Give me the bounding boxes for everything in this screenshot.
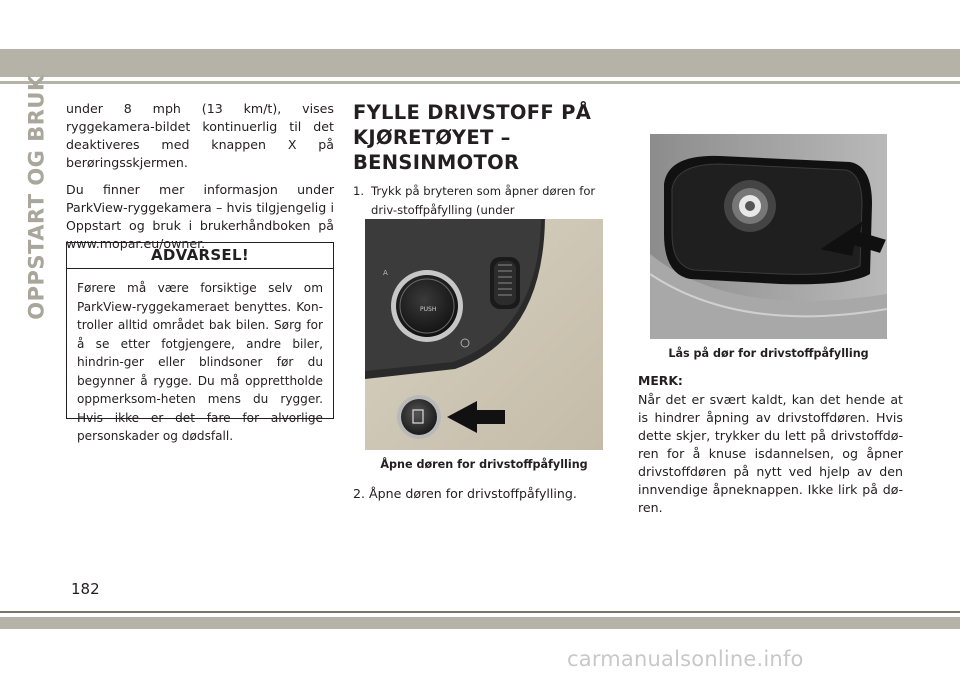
figure-1-caption: Åpne døren for drivstoffpåfylling bbox=[380, 458, 588, 471]
footer-band bbox=[0, 617, 960, 629]
step-2-number: 2. bbox=[353, 486, 366, 501]
step-2 bbox=[353, 485, 618, 503]
chapter-side-tab bbox=[22, 74, 52, 320]
warning-box bbox=[66, 242, 334, 443]
warning-title: ADVARSEL! bbox=[67, 243, 333, 269]
section-heading bbox=[353, 100, 618, 175]
push-label: PUSH bbox=[420, 306, 437, 313]
step-2-text: Åpne døren for drivstoffpåfylling. bbox=[369, 486, 577, 501]
watermark: carmanualsonline.info bbox=[567, 647, 804, 671]
headlamp-switch-photo bbox=[365, 219, 603, 450]
figure-2-caption: Lås på dør for drivstoffpåfylling bbox=[668, 347, 869, 360]
header-rule bbox=[0, 81, 960, 84]
paragraph-more-info: Du finner mer informasjon under ParkView-ryggekamera – hvis tilgjengelig i Oppstart og bruk i brukerhåndboken på www.mopar.eu/owner. bbox=[66, 182, 334, 251]
auto-label: A bbox=[383, 269, 388, 277]
page-number: 182 bbox=[71, 580, 100, 598]
step-1-text: Trykk på bryteren som åpner døren for driv-stoffpåfylling (under bbox=[371, 184, 596, 217]
note-body: Når det er svært kaldt, kan det hende at is hindrer åpning av drivstoffdøren. Hvis dette skjer, trykker du lett på drivstoffdø-ren for å knuse isdannelsen, og åpner drivstoffdøren på nytt ved hjelp av den innvendige åpneknappen. Ikke lirk på dø-ren. bbox=[638, 392, 903, 515]
footer-rule bbox=[0, 611, 960, 613]
header-band bbox=[0, 49, 960, 77]
note-title: MERK: bbox=[638, 373, 683, 388]
section-title-line-3: BENSINMOTOR bbox=[353, 151, 520, 174]
step-1-number: 1. bbox=[353, 184, 365, 198]
section-title-line-2: KJØRETØYET – bbox=[353, 126, 511, 149]
paragraph-camera-continuous: under 8 mph (13 km/t), vises ryggekamera-bildet kontinuerlig til det deaktiveres med knappen X på berøringsskjermen. bbox=[66, 101, 334, 170]
chapter-side-tab-label: OPPSTART OG BRUK bbox=[25, 74, 50, 320]
warning-body: Førere må være forsiktige selv om ParkView-ryggekameraet benyttes. Kon-troller alltid området bak bilen. Sørg for å se etter fotgjengere, andre biler, hindrin-ger eller blindsoner før du begynner å rygge. Du må opprettholde oppmerksom-heten mens du rygger. Hvis ikke er det fare for alvorlige personskader og dødsfall. bbox=[77, 281, 323, 443]
left-column bbox=[66, 100, 334, 262]
fuel-door-photo bbox=[650, 134, 887, 339]
section-title-line-1: FYLLE DRIVSTOFF PÅ bbox=[353, 101, 592, 124]
